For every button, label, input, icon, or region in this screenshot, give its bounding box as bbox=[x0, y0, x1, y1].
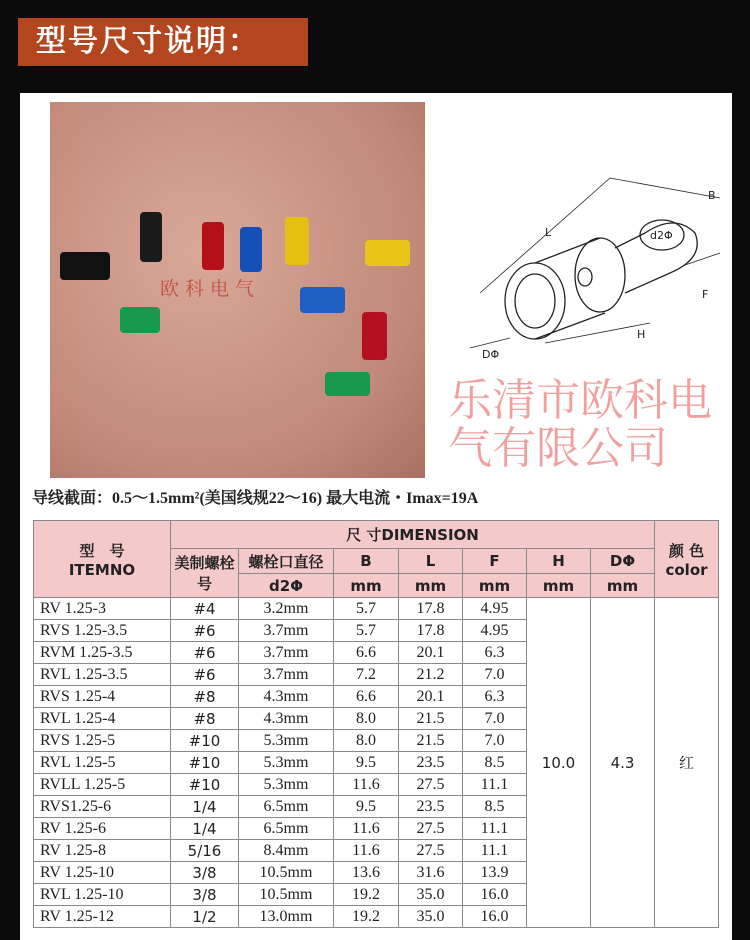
terminal-green bbox=[120, 307, 160, 333]
label-D: DΦ bbox=[482, 348, 500, 361]
header-color bbox=[655, 521, 719, 598]
cell-F: 4.95 bbox=[463, 620, 527, 642]
cell-model: RVL 1.25-10 bbox=[34, 884, 171, 906]
terminal-blue bbox=[300, 287, 345, 313]
cell-color-merged: 红 bbox=[655, 598, 719, 928]
cell-model: RV 1.25-12 bbox=[34, 906, 171, 928]
cell-model: RVS 1.25-5 bbox=[34, 730, 171, 752]
cell-B: 6.6 bbox=[334, 642, 399, 664]
cell-B: 5.7 bbox=[334, 598, 399, 620]
cell-B: 9.5 bbox=[334, 752, 399, 774]
cell-B: 11.6 bbox=[334, 840, 399, 862]
cell-F: 8.5 bbox=[463, 796, 527, 818]
cell-stud: #6 bbox=[171, 664, 239, 686]
header-F: F bbox=[463, 549, 527, 574]
cell-model: RVS 1.25-3.5 bbox=[34, 620, 171, 642]
header-model bbox=[34, 521, 171, 598]
cell-hole: 6.5mm bbox=[239, 796, 334, 818]
terminal-green bbox=[325, 372, 370, 396]
cell-model: RVS 1.25-4 bbox=[34, 686, 171, 708]
cell-stud: 3/8 bbox=[171, 884, 239, 906]
cell-L: 20.1 bbox=[399, 642, 463, 664]
header-L: L bbox=[399, 549, 463, 574]
cell-L: 27.5 bbox=[399, 840, 463, 862]
cell-hole: 3.2mm bbox=[239, 598, 334, 620]
cell-model: RVL 1.25-5 bbox=[34, 752, 171, 774]
cell-model: RVL 1.25-3.5 bbox=[34, 664, 171, 686]
cell-F: 6.3 bbox=[463, 642, 527, 664]
cell-hole: 3.7mm bbox=[239, 642, 334, 664]
cell-hole: 4.3mm bbox=[239, 708, 334, 730]
cell-L: 21.5 bbox=[399, 708, 463, 730]
cell-hole: 10.5mm bbox=[239, 884, 334, 906]
cell-hole: 6.5mm bbox=[239, 818, 334, 840]
page-title: 型号尺寸说明： bbox=[18, 18, 308, 66]
cell-B: 7.2 bbox=[334, 664, 399, 686]
cell-L: 20.1 bbox=[399, 686, 463, 708]
company-watermark: 乐清市欧科电气有限公司 bbox=[448, 375, 712, 474]
cell-hole: 5.3mm bbox=[239, 774, 334, 796]
cell-stud: 1/4 bbox=[171, 818, 239, 840]
table-body bbox=[34, 598, 719, 928]
header-model-en: ITEMNO bbox=[68, 560, 136, 579]
cell-F: 11.1 bbox=[463, 840, 527, 862]
cell-F: 7.0 bbox=[463, 708, 527, 730]
cell-hole: 4.3mm bbox=[239, 686, 334, 708]
cell-F: 16.0 bbox=[463, 884, 527, 906]
cell-L: 27.5 bbox=[399, 818, 463, 840]
unit: mm bbox=[399, 574, 463, 598]
terminal-black bbox=[140, 212, 162, 262]
header-color-cn: 颜 色 bbox=[668, 541, 705, 560]
cell-stud: #10 bbox=[171, 752, 239, 774]
cell-B: 11.6 bbox=[334, 774, 399, 796]
cell-B: 9.5 bbox=[334, 796, 399, 818]
cell-stud: #8 bbox=[171, 708, 239, 730]
unit: mm bbox=[591, 574, 655, 598]
cell-F: 13.9 bbox=[463, 862, 527, 884]
terminal-black bbox=[60, 252, 110, 280]
cell-model: RVM 1.25-3.5 bbox=[34, 642, 171, 664]
label-d2: d2Φ bbox=[650, 229, 673, 242]
terminal-red bbox=[362, 312, 387, 360]
cell-B: 19.2 bbox=[334, 884, 399, 906]
cell-hole: 3.7mm bbox=[239, 664, 334, 686]
cell-F: 11.1 bbox=[463, 818, 527, 840]
cell-stud: 1/4 bbox=[171, 796, 239, 818]
cell-D-merged: 4.3 bbox=[591, 598, 655, 928]
cell-F: 16.0 bbox=[463, 906, 527, 928]
product-photo bbox=[50, 102, 425, 478]
cell-B: 8.0 bbox=[334, 730, 399, 752]
label-F: F bbox=[702, 288, 709, 301]
unit: mm bbox=[334, 574, 399, 598]
cell-stud: #8 bbox=[171, 686, 239, 708]
cell-stud: #4 bbox=[171, 598, 239, 620]
header-stud: 美制螺栓号 bbox=[171, 549, 239, 598]
cell-B: 6.6 bbox=[334, 686, 399, 708]
cell-L: 35.0 bbox=[399, 906, 463, 928]
cell-L: 31.6 bbox=[399, 862, 463, 884]
content-panel bbox=[20, 93, 732, 940]
cell-F: 6.3 bbox=[463, 686, 527, 708]
terminal-blue bbox=[240, 227, 262, 272]
header-H: H bbox=[527, 549, 591, 574]
cell-L: 35.0 bbox=[399, 884, 463, 906]
unit: mm bbox=[463, 574, 527, 598]
cell-model: RV 1.25-6 bbox=[34, 818, 171, 840]
cell-B: 13.6 bbox=[334, 862, 399, 884]
header-hole-sym: d2Φ bbox=[239, 574, 334, 598]
cell-B: 5.7 bbox=[334, 620, 399, 642]
cell-L: 21.2 bbox=[399, 664, 463, 686]
cell-L: 21.5 bbox=[399, 730, 463, 752]
terminal-yellow bbox=[365, 240, 410, 266]
cell-stud: #10 bbox=[171, 774, 239, 796]
spec-table bbox=[33, 520, 719, 928]
cell-hole: 8.4mm bbox=[239, 840, 334, 862]
cell-stud: 3/8 bbox=[171, 862, 239, 884]
cell-L: 23.5 bbox=[399, 796, 463, 818]
cell-hole: 10.5mm bbox=[239, 862, 334, 884]
header-B: B bbox=[334, 549, 399, 574]
label-B: B bbox=[708, 189, 716, 202]
cell-H-merged: 10.0 bbox=[527, 598, 591, 928]
header-D: DΦ bbox=[591, 549, 655, 574]
cell-B: 11.6 bbox=[334, 818, 399, 840]
header-color-en: color bbox=[665, 560, 708, 579]
cell-model: RV 1.25-8 bbox=[34, 840, 171, 862]
terminal-yellow bbox=[285, 217, 309, 265]
cell-stud: 5/16 bbox=[171, 840, 239, 862]
cell-hole: 3.7mm bbox=[239, 620, 334, 642]
cell-hole: 13.0mm bbox=[239, 906, 334, 928]
cell-stud: #6 bbox=[171, 642, 239, 664]
cell-L: 17.8 bbox=[399, 620, 463, 642]
cell-F: 11.1 bbox=[463, 774, 527, 796]
header-hole: 螺栓口直径 bbox=[239, 549, 334, 574]
header-model-cn: 型 号 bbox=[79, 541, 125, 560]
label-L: L bbox=[545, 226, 552, 239]
photo-watermark: 欧科电气 bbox=[160, 278, 261, 300]
cell-F: 4.95 bbox=[463, 598, 527, 620]
cell-model: RVS1.25-6 bbox=[34, 796, 171, 818]
cell-L: 23.5 bbox=[399, 752, 463, 774]
cell-B: 19.2 bbox=[334, 906, 399, 928]
terminal-red bbox=[202, 222, 224, 270]
cell-model: RVLL 1.25-5 bbox=[34, 774, 171, 796]
unit: mm bbox=[527, 574, 591, 598]
header-dimension: 尺 寸DIMENSION bbox=[171, 521, 655, 549]
cell-hole: 5.3mm bbox=[239, 752, 334, 774]
wire-spec-caption: 导线截面：0.5～1.5mm²(美国线规22～16) 最大电流・Imax=19A bbox=[32, 490, 479, 507]
cell-stud: 1/2 bbox=[171, 906, 239, 928]
cell-model: RV 1.25-10 bbox=[34, 862, 171, 884]
cell-model: RVL 1.25-4 bbox=[34, 708, 171, 730]
cell-F: 7.0 bbox=[463, 664, 527, 686]
label-H: H bbox=[637, 328, 646, 341]
terminal-dimension-diagram bbox=[440, 173, 730, 373]
cell-F: 8.5 bbox=[463, 752, 527, 774]
cell-stud: #6 bbox=[171, 620, 239, 642]
cell-F: 7.0 bbox=[463, 730, 527, 752]
cell-model: RV 1.25-3 bbox=[34, 598, 171, 620]
cell-stud: #10 bbox=[171, 730, 239, 752]
table-row bbox=[34, 598, 719, 620]
cell-L: 17.8 bbox=[399, 598, 463, 620]
cell-B: 8.0 bbox=[334, 708, 399, 730]
cell-L: 27.5 bbox=[399, 774, 463, 796]
cell-hole: 5.3mm bbox=[239, 730, 334, 752]
